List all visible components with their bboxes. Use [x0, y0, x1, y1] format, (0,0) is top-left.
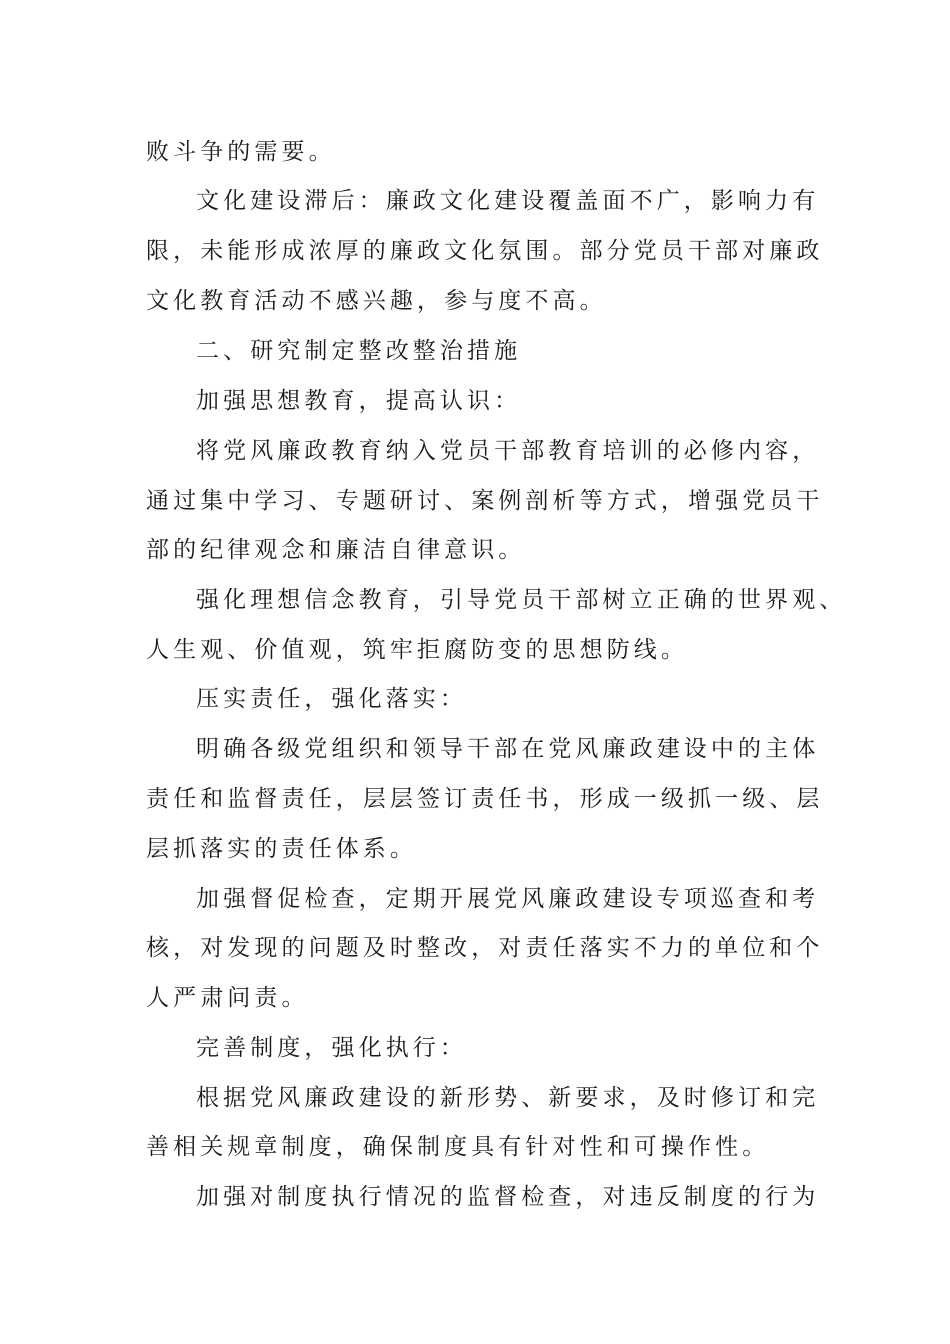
paragraph-line: 通过集中学习、专题研讨、案例剖析等方式，增强党员干	[146, 488, 824, 514]
paragraph-line: 败斗争的需要。	[146, 139, 336, 165]
paragraph-line: 人生观、价值观，筑牢拒腐防变的思想防线。	[146, 637, 688, 663]
paragraph-line: 部的纪律观念和廉洁自律意识。	[146, 537, 526, 563]
subheading: 完善制度，强化执行：	[196, 1035, 467, 1061]
paragraph-line: 人严肃问责。	[146, 985, 309, 1011]
paragraph-line: 根据党风廉政建设的新形势、新要求，及时修订和完	[196, 1085, 820, 1111]
paragraph-line: 文化建设滞后：廉政文化建设覆盖面不广，影响力有	[196, 188, 820, 214]
subheading: 加强思想教育，提高认识：	[196, 388, 522, 414]
paragraph-line: 责任和监督责任，层层签订责任书，形成一级抓一级、层	[146, 786, 824, 812]
paragraph-line: 限，未能形成浓厚的廉政文化氛围。部分党员干部对廉政	[146, 238, 824, 264]
subheading: 压实责任，强化落实：	[196, 686, 467, 712]
paragraph-line: 加强对制度执行情况的监督检查，对违反制度的行为	[196, 1184, 820, 1210]
paragraph-line: 核，对发现的问题及时整改，对责任落实不力的单位和个	[146, 935, 824, 961]
paragraph-line: 明确各级党组织和领导干部在党风廉政建设中的主体	[196, 736, 820, 762]
paragraph-line: 将党风廉政教育纳入党员干部教育培训的必修内容，	[196, 438, 820, 464]
paragraph-line: 加强督促检查，定期开展党风廉政建设专项巡查和考	[196, 886, 820, 912]
paragraph-line: 善相关规章制度，确保制度具有针对性和可操作性。	[146, 1134, 770, 1160]
section-heading: 二、研究制定整改整治措施	[196, 338, 522, 364]
paragraph-line: 文化教育活动不感兴趣，参与度不高。	[146, 288, 607, 314]
paragraph-line: 层抓落实的责任体系。	[146, 836, 417, 862]
paragraph-line: 强化理想信念教育，引导党员干部树立正确的世界观、	[196, 587, 847, 613]
